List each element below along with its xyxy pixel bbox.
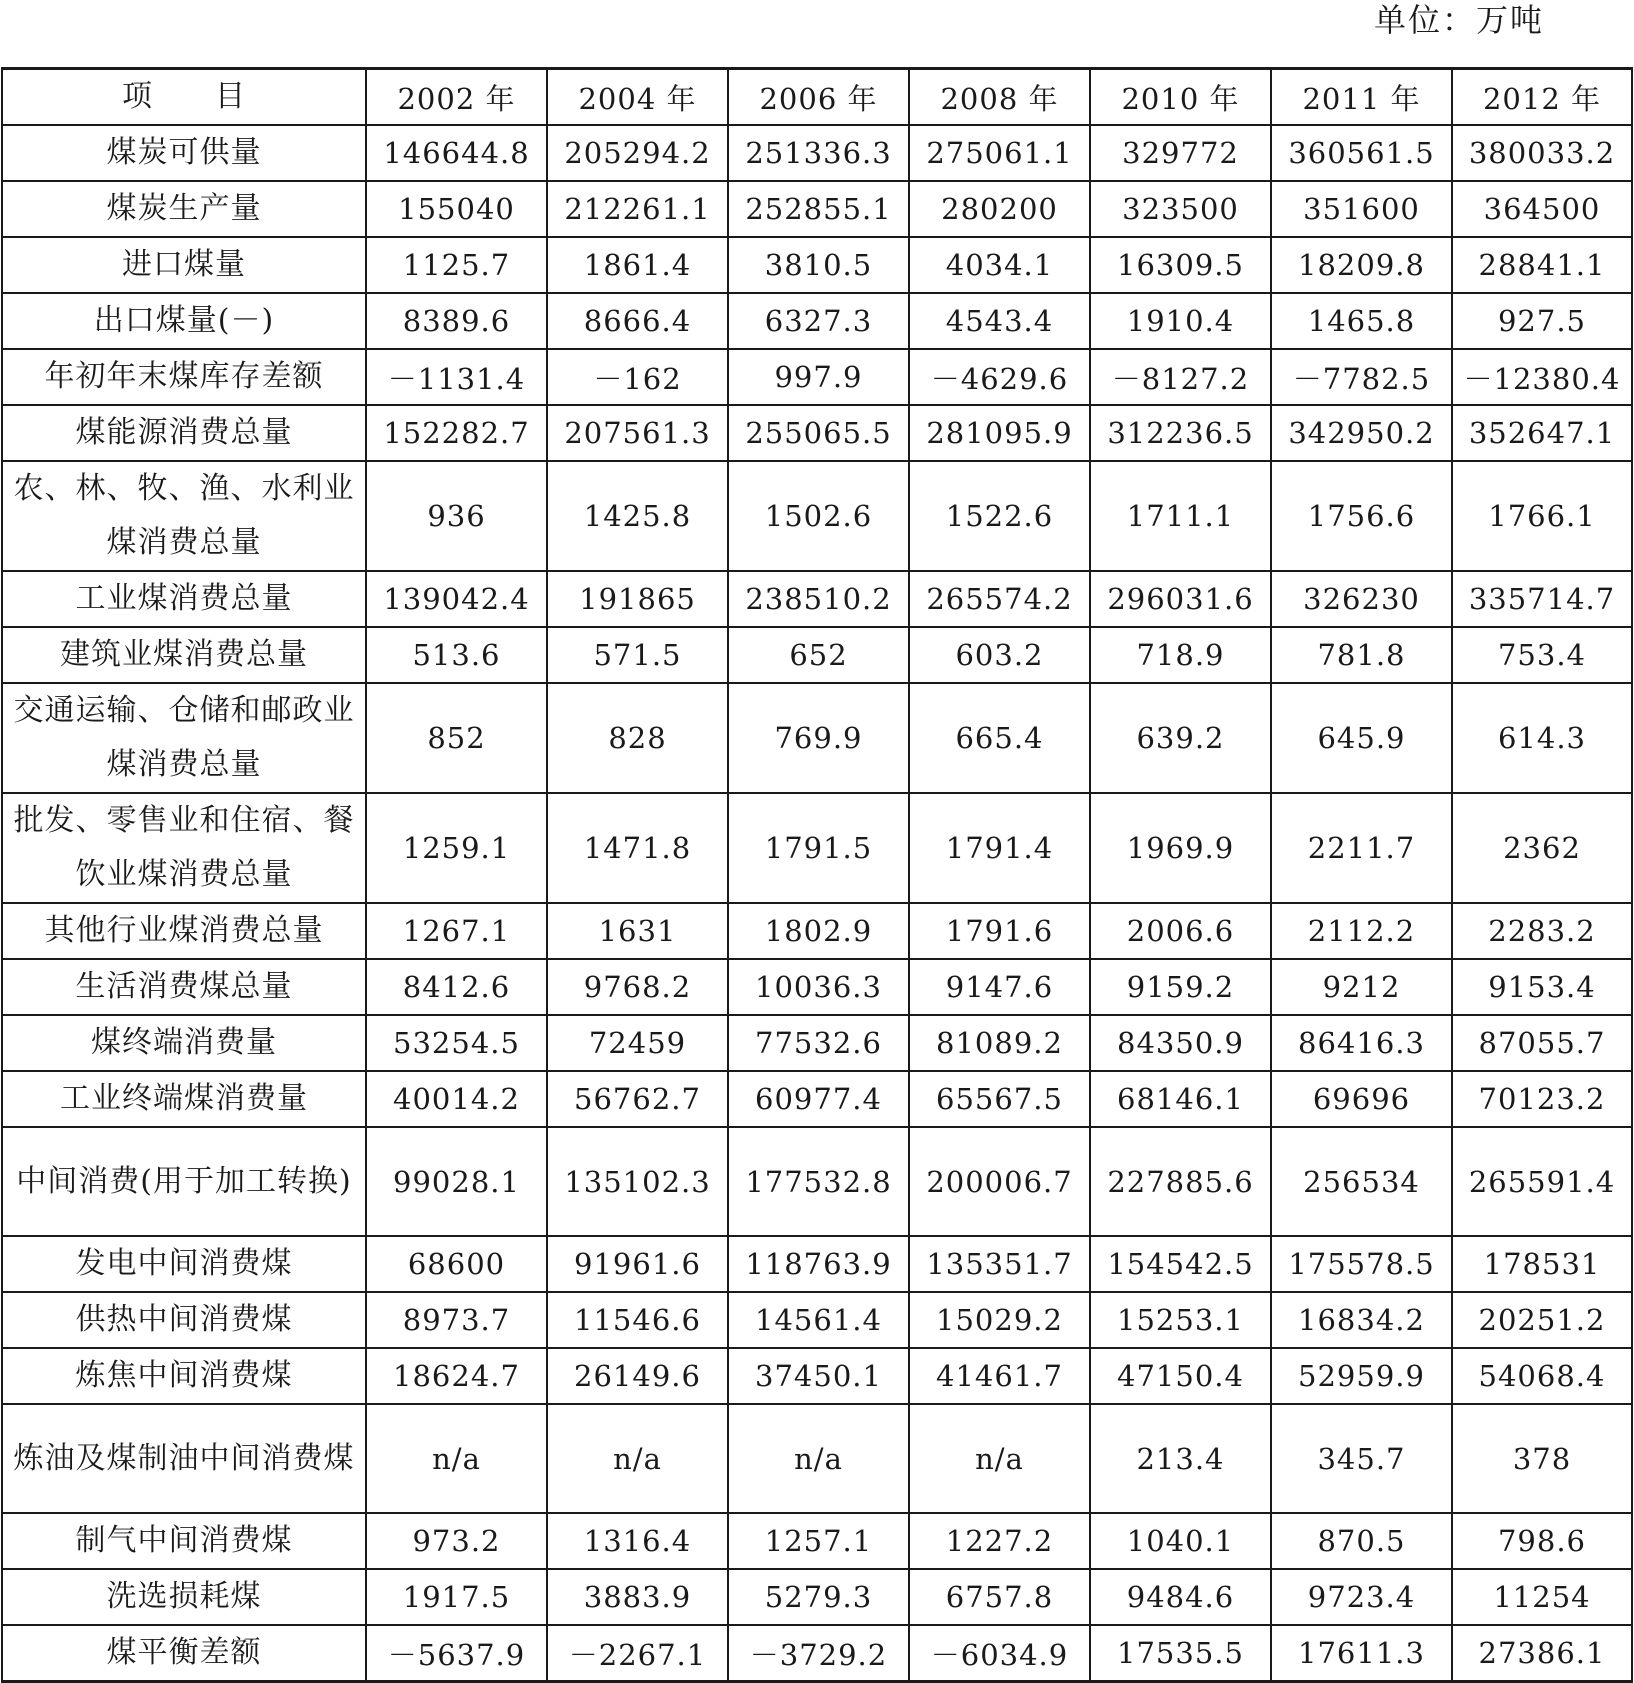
table-cell: 973.2 [366,1513,547,1569]
table-cell: 5279.3 [728,1569,909,1625]
table-cell: 2006.6 [1090,903,1271,959]
table-cell: 14561.4 [728,1292,909,1348]
table-cell: 155040 [366,181,547,237]
table-cell: －12380.4 [1452,349,1632,405]
table-cell: n/a [547,1404,728,1513]
table-cell: 91961.6 [547,1236,728,1292]
table-cell: 927.5 [1452,293,1632,349]
table-cell: 1257.1 [728,1513,909,1569]
table-cell: 87055.7 [1452,1015,1632,1071]
table-cell: 205294.2 [547,125,728,181]
table-cell: 1969.9 [1090,793,1271,903]
row-label: 煤炭生产量 [2,181,366,237]
table-cell: 77532.6 [728,1015,909,1071]
table-row [2,125,1632,181]
table-cell: 177532.8 [728,1127,909,1236]
table-cell: 81089.2 [909,1015,1090,1071]
table-cell: 870.5 [1271,1513,1452,1569]
table-cell: 1766.1 [1452,461,1632,571]
table-cell: 17611.3 [1271,1625,1452,1682]
table-cell: 65567.5 [909,1071,1090,1127]
table-cell: 135102.3 [547,1127,728,1236]
row-label: 其他行业煤消费总量 [2,903,366,959]
table-cell: 252855.1 [728,181,909,237]
row-label: 煤能源消费总量 [2,405,366,461]
table-cell: 154542.5 [1090,1236,1271,1292]
table-cell: 3810.5 [728,237,909,293]
table-cell: 351600 [1271,181,1452,237]
table-cell: n/a [728,1404,909,1513]
table-cell: 54068.4 [1452,1348,1632,1404]
table-cell: －5637.9 [366,1625,547,1682]
table-cell: 53254.5 [366,1015,547,1071]
row-label: 煤终端消费量 [2,1015,366,1071]
table-cell: 146644.8 [366,125,547,181]
table-cell: 60977.4 [728,1071,909,1127]
table-row [2,627,1632,683]
table-cell: 70123.2 [1452,1071,1632,1127]
table-row [2,349,1632,405]
table-cell: 16834.2 [1271,1292,1452,1348]
table-cell: 255065.5 [728,405,909,461]
row-label: 洗选损耗煤 [2,1569,366,1625]
header-year: 2002 年 [366,69,547,126]
header-year: 2010 年 [1090,69,1271,126]
table-row [2,683,1632,793]
table-cell: 1631 [547,903,728,959]
table-cell: 513.6 [366,627,547,683]
row-label: 煤炭可供量 [2,125,366,181]
table-cell: 1791.4 [909,793,1090,903]
row-label: 工业终端煤消费量 [2,1071,366,1127]
table-cell: －4629.6 [909,349,1090,405]
table-cell: 2362 [1452,793,1632,903]
table-cell: 1125.7 [366,237,547,293]
table-cell: －162 [547,349,728,405]
table-cell: 28841.1 [1452,237,1632,293]
table-cell: 26149.6 [547,1348,728,1404]
table-row [2,1071,1632,1127]
table-cell: 17535.5 [1090,1625,1271,1682]
table-cell: 265574.2 [909,571,1090,627]
table-cell: 15029.2 [909,1292,1090,1348]
table-cell: 1259.1 [366,793,547,903]
table-cell: 323500 [1090,181,1271,237]
table-cell: 9768.2 [547,959,728,1015]
table-cell: 1861.4 [547,237,728,293]
table-cell: 9159.2 [1090,959,1271,1015]
table-cell: 52959.9 [1271,1348,1452,1404]
table-cell: 335714.7 [1452,571,1632,627]
row-label: 制气中间消费煤 [2,1513,366,1569]
row-label: 供热中间消费煤 [2,1292,366,1348]
table-cell: 8389.6 [366,293,547,349]
row-label: 出口煤量(－) [2,293,366,349]
table-row [2,1625,1632,1682]
table-cell: 1425.8 [547,461,728,571]
table-body [2,125,1632,1682]
table-cell: 16309.5 [1090,237,1271,293]
table-cell: 135351.7 [909,1236,1090,1292]
table-row [2,1348,1632,1404]
table-cell: 207561.3 [547,405,728,461]
table-cell: 665.4 [909,683,1090,793]
header-year: 2011 年 [1271,69,1452,126]
table-cell: 378 [1452,1404,1632,1513]
table-row [2,793,1632,903]
table-cell: 86416.3 [1271,1015,1452,1071]
table-cell: 380033.2 [1452,125,1632,181]
table-row [2,405,1632,461]
row-label: 年初年末煤库存差额 [2,349,366,405]
table-cell: 2283.2 [1452,903,1632,959]
table-cell: 1465.8 [1271,293,1452,349]
table-row [2,461,1632,571]
table-cell: 9723.4 [1271,1569,1452,1625]
header-year: 2008 年 [909,69,1090,126]
table-cell: 1791.6 [909,903,1090,959]
table-cell: 1502.6 [728,461,909,571]
table-cell: 603.2 [909,627,1090,683]
table-cell: 4034.1 [909,237,1090,293]
table-cell: 1802.9 [728,903,909,959]
header-year: 2006 年 [728,69,909,126]
table-cell: 753.4 [1452,627,1632,683]
table-row [2,1236,1632,1292]
table-row [2,237,1632,293]
table-cell: －7782.5 [1271,349,1452,405]
table-cell: n/a [366,1404,547,1513]
table-cell: 72459 [547,1015,728,1071]
table-cell: 645.9 [1271,683,1452,793]
table-cell: 9153.4 [1452,959,1632,1015]
header-year: 2012 年 [1452,69,1632,126]
row-label: 批发、零售业和住宿、餐饮业煤消费总量 [2,793,366,903]
table-cell: －8127.2 [1090,349,1271,405]
table-row [2,1513,1632,1569]
table-cell: 18624.7 [366,1348,547,1404]
table-cell: 280200 [909,181,1090,237]
table-cell: 191865 [547,571,728,627]
row-label: 建筑业煤消费总量 [2,627,366,683]
table-cell: 2211.7 [1271,793,1452,903]
table-cell: 99028.1 [366,1127,547,1236]
table-cell: 18209.8 [1271,237,1452,293]
table-cell: 342950.2 [1271,405,1452,461]
table-cell: 281095.9 [909,405,1090,461]
table-cell: 41461.7 [909,1348,1090,1404]
table-cell: 212261.1 [547,181,728,237]
table-cell: 275061.1 [909,125,1090,181]
header-item: 项 目 [2,69,366,126]
table-cell: 69696 [1271,1071,1452,1127]
table-cell: 798.6 [1452,1513,1632,1569]
table-cell: 68600 [366,1236,547,1292]
table-cell: 8666.4 [547,293,728,349]
header-year: 2004 年 [547,69,728,126]
table-cell: 9484.6 [1090,1569,1271,1625]
table-cell: 1522.6 [909,461,1090,571]
table-row [2,1127,1632,1236]
table-cell: 84350.9 [1090,1015,1271,1071]
table-cell: 9147.6 [909,959,1090,1015]
row-label: 交通运输、仓储和邮政业煤消费总量 [2,683,366,793]
table-row [2,181,1632,237]
table-cell: 178531 [1452,1236,1632,1292]
table-cell: 360561.5 [1271,125,1452,181]
table-cell: －1131.4 [366,349,547,405]
unit-label: 单位：万吨 [1373,1,1544,39]
table-cell: 265591.4 [1452,1127,1632,1236]
table-cell: 936 [366,461,547,571]
table-cell: 997.9 [728,349,909,405]
table-cell: 251336.3 [728,125,909,181]
table-cell: 769.9 [728,683,909,793]
table-row [2,1569,1632,1625]
table-cell: 68146.1 [1090,1071,1271,1127]
table-row [2,959,1632,1015]
table-row [2,1292,1632,1348]
table-cell: 1267.1 [366,903,547,959]
table-cell: 20251.2 [1452,1292,1632,1348]
table-cell: －2267.1 [547,1625,728,1682]
table-cell: 27386.1 [1452,1625,1632,1682]
table-cell: 118763.9 [728,1236,909,1292]
table-cell: 56762.7 [547,1071,728,1127]
table-cell: 175578.5 [1271,1236,1452,1292]
table-cell: 9212 [1271,959,1452,1015]
table-cell: 1791.5 [728,793,909,903]
table-cell: 329772 [1090,125,1271,181]
table-cell: 6327.3 [728,293,909,349]
row-label: 进口煤量 [2,237,366,293]
table-cell: －6034.9 [909,1625,1090,1682]
table-cell: 718.9 [1090,627,1271,683]
table-header-row [2,69,1632,126]
table-cell: 238510.2 [728,571,909,627]
table-cell: 11546.6 [547,1292,728,1348]
row-label: 炼油及煤制油中间消费煤 [2,1404,366,1513]
table-cell: 852 [366,683,547,793]
table-cell: 1471.8 [547,793,728,903]
table-cell: 1227.2 [909,1513,1090,1569]
table-cell: －3729.2 [728,1625,909,1682]
table-cell: 37450.1 [728,1348,909,1404]
table-cell: 1316.4 [547,1513,728,1569]
row-label: 中间消费(用于加工转换) [2,1127,366,1236]
table-cell: 614.3 [1452,683,1632,793]
coal-balance-table [1,67,1633,1683]
table-cell: 227885.6 [1090,1127,1271,1236]
table-cell: 1910.4 [1090,293,1271,349]
table-cell: 4543.4 [909,293,1090,349]
table-cell: 40014.2 [366,1071,547,1127]
table-cell: 364500 [1452,181,1632,237]
row-label: 煤平衡差额 [2,1625,366,1682]
table-cell: 200006.7 [909,1127,1090,1236]
table-cell: 6757.8 [909,1569,1090,1625]
table-cell: 828 [547,683,728,793]
table-cell: 352647.1 [1452,405,1632,461]
table-cell: 8412.6 [366,959,547,1015]
table-cell: 47150.4 [1090,1348,1271,1404]
table-cell: 1917.5 [366,1569,547,1625]
row-label: 生活消费煤总量 [2,959,366,1015]
table-cell: n/a [909,1404,1090,1513]
table-cell: 571.5 [547,627,728,683]
table-cell: 11254 [1452,1569,1632,1625]
row-label: 农、林、牧、渔、水利业煤消费总量 [2,461,366,571]
table-cell: 213.4 [1090,1404,1271,1513]
table-row [2,1015,1632,1071]
table-cell: 652 [728,627,909,683]
table-row [2,903,1632,959]
table-cell: 345.7 [1271,1404,1452,1513]
row-label: 炼焦中间消费煤 [2,1348,366,1404]
table-cell: 8973.7 [366,1292,547,1348]
table-cell: 639.2 [1090,683,1271,793]
table-cell: 312236.5 [1090,405,1271,461]
table-cell: 10036.3 [728,959,909,1015]
table-cell: 15253.1 [1090,1292,1271,1348]
table-cell: 1756.6 [1271,461,1452,571]
row-label: 工业煤消费总量 [2,571,366,627]
table-cell: 139042.4 [366,571,547,627]
table-cell: 2112.2 [1271,903,1452,959]
table-cell: 781.8 [1271,627,1452,683]
table-row [2,1404,1632,1513]
table-row [2,571,1632,627]
table-cell: 1711.1 [1090,461,1271,571]
row-label: 发电中间消费煤 [2,1236,366,1292]
table-cell: 296031.6 [1090,571,1271,627]
table-cell: 3883.9 [547,1569,728,1625]
table-cell: 256534 [1271,1127,1452,1236]
table-cell: 1040.1 [1090,1513,1271,1569]
table-row [2,293,1632,349]
table-cell: 326230 [1271,571,1452,627]
table-cell: 152282.7 [366,405,547,461]
